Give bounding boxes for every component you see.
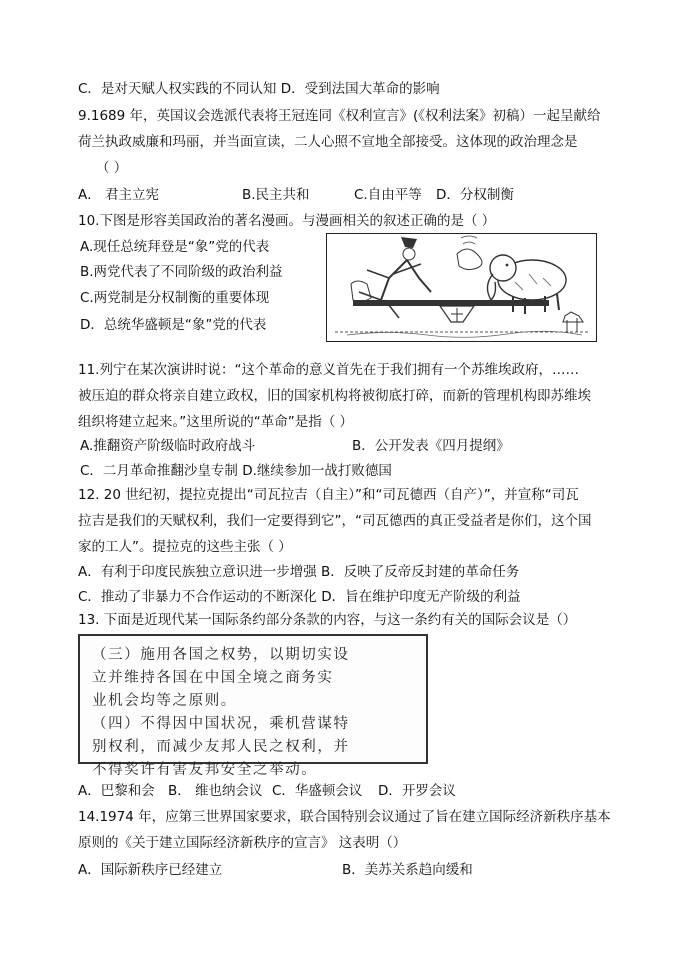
- q11-stem-line-1: 11.列宁在某次演讲时说：“这个革命的意义首先在于我们拥有一个苏维埃政府，……: [78, 362, 579, 378]
- treaty-line: 业机会均等之原则。: [92, 693, 237, 709]
- treaty-line: 不得奖许有害友邦安全之举动。: [92, 762, 318, 778]
- q14-option-a: A．国际新秩序已经建立: [78, 862, 223, 878]
- q10-option-d: D．总统华盛顿是“象”党的代表: [80, 317, 267, 333]
- treaty-line: （四）不得因中国状况，乘机营谋特: [92, 716, 350, 732]
- q10-option-a: A.现任总统拜登是“象”党的代表: [80, 239, 270, 255]
- q9-option-c: C.自由平等: [354, 187, 422, 203]
- q9-option-a: A． 君主立宪: [78, 187, 160, 203]
- q9-stem-line-1: 9.1689 年，英国议会选派代表将王冠连同《权利宣言》(《权利法案》初稿）一起呈献给: [78, 108, 601, 124]
- q13-option-b: B． 维也纳会议: [168, 783, 263, 799]
- q14-option-b: B．美苏关系趋向缓和: [342, 862, 473, 878]
- q13-option-d: D．开罗会议: [378, 783, 456, 799]
- q9-answer-blank: （ ）: [96, 160, 128, 176]
- q11-stem-line-2: 被压迫的群众将亲自建立政权，旧的国家机构将被彻底打碎，而新的管理机构即苏维埃: [78, 388, 591, 404]
- q13-options: [78, 782, 456, 800]
- q10-option-b: B.两党代表了不同阶级的政治利益: [80, 264, 283, 280]
- q14-stem-line-2: 原则的《关于建立国际经济新秩序的宣言》 这表明（）: [78, 835, 407, 851]
- q13-stem: 13. 下面是近现代某一国际条约部分条款的内容，与这一条约有关的国际会议是（）: [78, 612, 577, 628]
- q12-stem-line-3: 家的工人”。提拉克的这些主张（ ）: [78, 539, 292, 555]
- q12-stem-line-1: 12. 20 世纪初，提拉克提出“司瓦拉吉（自主）”和“司瓦德西（自产）”，并宣称“司瓦: [78, 487, 579, 503]
- q9-options: [78, 186, 514, 204]
- q10-stem: 10.下图是形容美国政治的著名漫画。与漫画相关的叙述正确的是（ ）: [78, 213, 496, 229]
- q12-stem-line-2: 拉吉是我们的天赋权利，我们一定要得到它”，“司瓦德西的真正受益者是你们，这个国: [78, 513, 592, 529]
- treaty-excerpt-box: [78, 634, 428, 778]
- treaty-line: 立并维持各国在中国全境之商务实: [92, 670, 334, 686]
- q11-options-cd: C．二月革命推翻沙皇专制 D.继续参加一战打败德国: [80, 463, 392, 479]
- q13-option-c: C．华盛顿会议: [272, 783, 363, 799]
- treaty-line: （三）施用各国之权势，以期切实设: [92, 647, 350, 663]
- q11-stem-line-3: 组织将建立起来。”这里所说的“革命”是指（ ）: [78, 414, 354, 430]
- q14-stem-line-1: 14.1974 年，应第三世界国家要求，联合国特别会议通过了旨在建立国际经济新秩序基本: [78, 809, 611, 825]
- q12-options-cd: C．推动了非暴力不合作运动的不断深化 D．旨在维护印度无产阶级的利益: [78, 589, 521, 605]
- q11-option-a: A.推翻资产阶级临时政府战斗: [80, 438, 256, 454]
- q11-option-b: B．公开发表《四月提纲》: [352, 438, 510, 454]
- treaty-line: 别权利，而减少友邦人民之权利，并: [92, 739, 350, 755]
- q12-options-ab: A．有利于印度民族独立意识进一步增强 B．反映了反帝反封建的革命任务: [78, 564, 520, 580]
- q8-options-cd: C．是对天赋人权实践的不同认知 D．受到法国大革命的影响: [78, 81, 440, 97]
- q9-option-d: D．分权制衡: [436, 187, 514, 203]
- q9-stem-line-2: 荷兰执政威廉和玛丽，并当面宣读，二人心照不宣地全部接受。这体现的政治理念是: [78, 134, 578, 150]
- political-cartoon-image: [326, 233, 597, 342]
- q13-option-a: A．巴黎和会: [78, 783, 155, 799]
- q10-option-c: C.两党制是分权制衡的重要体现: [80, 290, 270, 306]
- q9-option-b: B.民主共和: [242, 187, 310, 203]
